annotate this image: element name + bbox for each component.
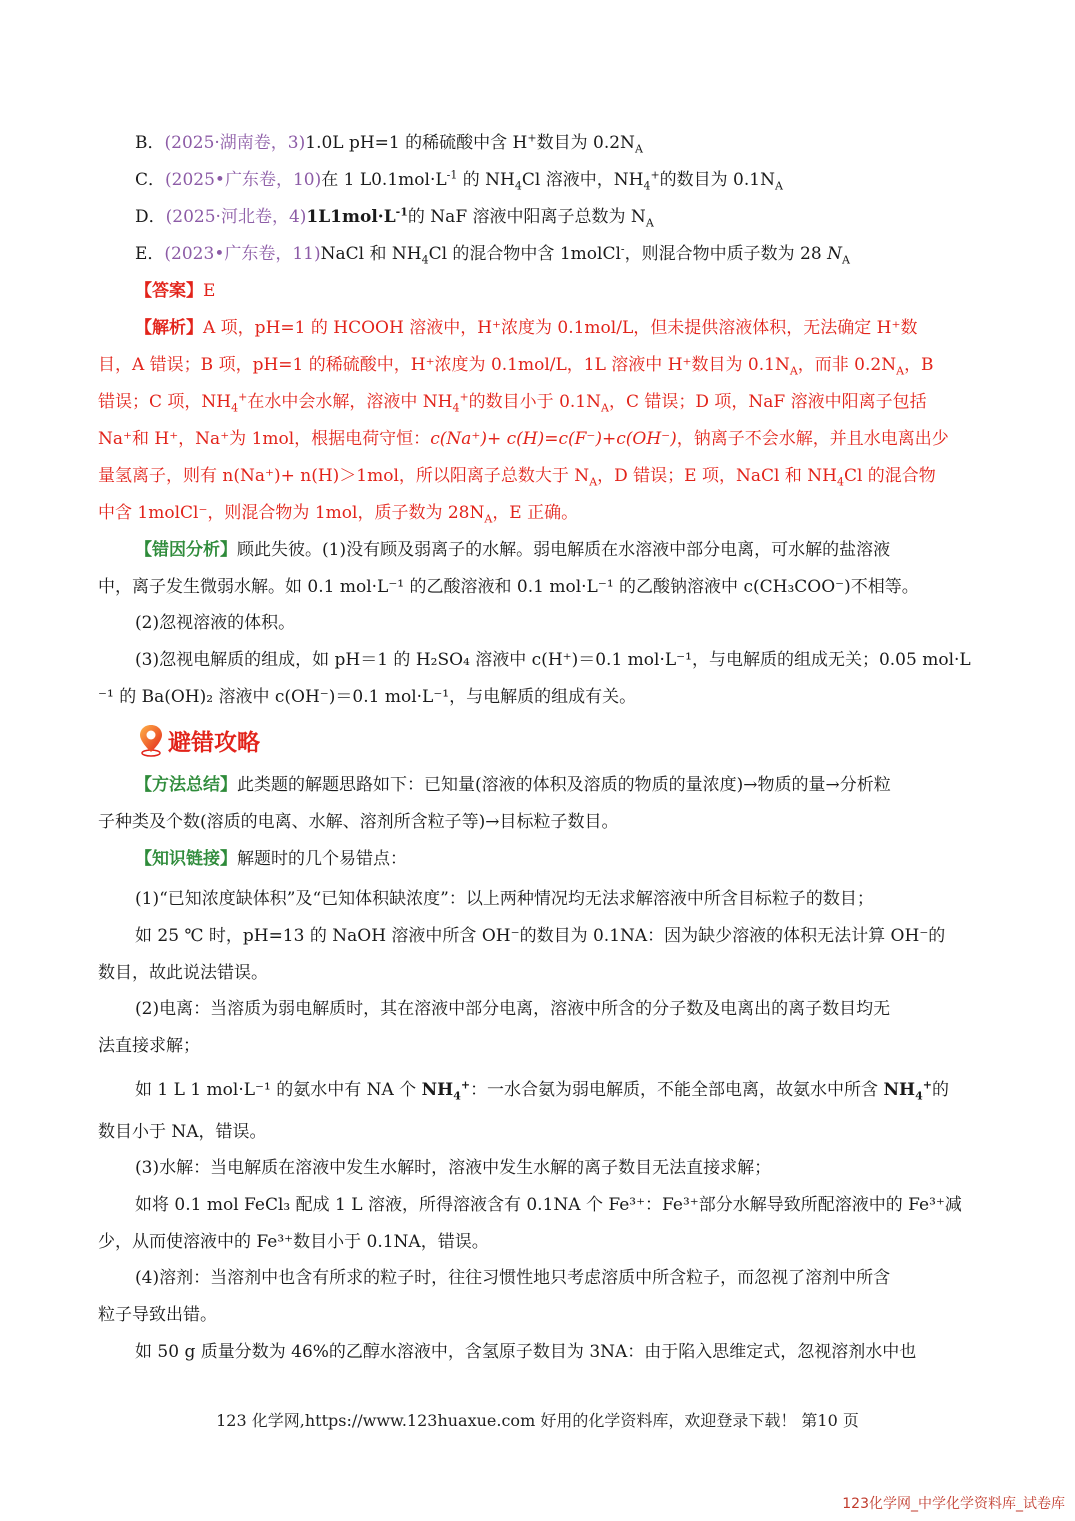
analysis-line-4 [98, 427, 998, 451]
knowledge-p3 [135, 1156, 1035, 1180]
analysis-text: Cl 的混合物 [843, 466, 936, 486]
answer-value: E [203, 281, 216, 301]
sup: + [922, 1078, 932, 1092]
analysis-text: A 项，pH=1 的 HCOOH 溶液中，H⁺浓度为 0.1mol/L，但未提供溶液体积，无法确定 H⁺数 [203, 318, 918, 338]
section-heading [138, 722, 260, 758]
footer-text: 123 化学网,https://www.123huaxue.com 好用的化学资料库，欢迎登录下载！ 第10 页 [216, 1411, 859, 1430]
watermark [842, 1493, 1065, 1513]
analysis-text: 在水中会水解，溶液中 NH [247, 392, 453, 412]
knowledge-p3-example-1 [135, 1193, 1035, 1217]
sub: A [774, 179, 783, 193]
knowledge-p4-line-1 [135, 1266, 1035, 1290]
body-text: 如将 0.1 mol FeCl₃ 配成 1 L 溶液，所得溶液含有 0.1NA 个 Fe³⁺：Fe³⁺部分水解导致所配溶液中的 Fe³⁺减 [135, 1195, 962, 1215]
sup: + [650, 168, 660, 182]
analysis-text: ，D 错误；E 项，NaCl 和 NH [597, 466, 837, 486]
body-text: 数目，故此说法错误。 [98, 963, 268, 983]
source-tag: (2025•广东卷，10) [165, 170, 322, 190]
knowledge-tag: 【知识链接】 [135, 849, 237, 869]
sub: A [484, 512, 493, 526]
body-text: 如 50 g 质量分数为 46%的乙醇水溶液中，含氢原子数目为 3NA：由于陷入思维定式，忽视溶剂水中也 [135, 1342, 917, 1362]
location-pin-icon [138, 723, 164, 757]
page-footer [0, 1408, 1075, 1431]
section-title: 避错攻略 [168, 729, 260, 756]
knowledge-intro [135, 847, 1035, 871]
sub: 4 [514, 179, 522, 193]
option-prefix: B． [135, 133, 165, 153]
option-prefix: D． [135, 207, 166, 227]
body-text: (4)溶剂：当溶剂中也含有所求的粒子时，往往习惯性地只考虑溶质中所含粒子，而忽视了溶剂中所含 [135, 1268, 891, 1288]
knowledge-p2-example-2 [98, 1120, 998, 1144]
option-b [135, 131, 1035, 155]
body-text: c(CH₃COO⁻)不相等。 [743, 577, 919, 597]
sup: -1 [395, 205, 408, 219]
body-text: 少，从而使溶液中的 Fe³⁺数目小于 0.1NA，错误。 [98, 1232, 489, 1252]
watermark-text: 123化学网_中学化学资料库_试卷库 [842, 1496, 1065, 1512]
body-text: 中，离子发生微弱水解。如 0.1 mol·L⁻¹ 的乙酸溶液和 0.1 mol·L⁻¹ 的乙酸钠溶液中 [98, 577, 744, 597]
option-text: 在 1 L0.1mol·L [321, 170, 447, 190]
option-c [135, 168, 1035, 192]
analysis-line-2 [98, 353, 998, 377]
source-tag: (2023•广东卷，11) [164, 244, 321, 264]
knowledge-p4-line-2 [98, 1303, 998, 1327]
sub: A [634, 142, 643, 156]
knowledge-p3-example-2 [98, 1230, 998, 1254]
body-text: ⁻¹ 的 Ba(OH)₂ 溶液中 c(OH⁻)＝0.1 mol·L⁻¹，与电解质的组成有关。 [98, 687, 637, 707]
body-text: (1)“已知浓度缺体积”及“已知体积缺浓度”：以上两种情况均无法求解溶液中所含目标粒子的数目； [135, 889, 874, 909]
option-text: NaCl 和 NH [320, 244, 422, 264]
analysis-line-1 [135, 316, 1035, 340]
analysis-text: 量氢离子，则有 n(Na⁺)+ n(H)＞1mol，所以阳离子总数大于 N [98, 466, 590, 486]
analysis-line-5 [98, 464, 998, 488]
error-cause-tag: 【错因分析】 [135, 540, 237, 560]
sub: A [789, 364, 798, 378]
body-text: 粒子导致出错。 [98, 1305, 217, 1325]
sub: A [601, 401, 609, 415]
analysis-text: ，C 错误；D 项，NaF 溶液中阳离子包括 [608, 392, 927, 412]
knowledge-p2-line-2 [98, 1034, 998, 1058]
knowledge-p2-example-1 [135, 1078, 1035, 1102]
body-text: (2)电离：当溶质为弱电解质时，其在溶液中部分电离，溶液中所含的分子数及电离出的离子数目均无 [135, 999, 891, 1019]
option-prefix: C． [135, 170, 166, 190]
option-text: 的数目为 0.1N [659, 170, 775, 190]
analysis-text: 错误；C 项，NH [98, 392, 232, 412]
analysis-line-6 [98, 501, 998, 525]
answer [135, 279, 1035, 303]
sub: 4 [421, 253, 429, 267]
error-cause-line-3 [135, 611, 1035, 635]
body-text: (3)忽视电解质的组成，如 pH＝1 的 H₂SO₄ 溶液中 c(H⁺)＝0.1 mol·L⁻¹，与电解质的组成无关；0.05 mol·L [135, 650, 971, 670]
body-text: 解题时的几个易错点： [237, 849, 407, 869]
option-text: 的 NH [457, 170, 515, 190]
analysis-text: 中含 1molCl⁻，则混合物为 1mol，质子数为 28N [98, 503, 485, 523]
body-text: 数目小于 NA，错误。 [98, 1122, 267, 1142]
analysis-text: ，钠离子不会水解，并且水电离出少 [676, 429, 949, 449]
sub: 4 [453, 1089, 461, 1103]
option-text: ，则混合物中质子数为 28 [624, 244, 828, 264]
source-tag: (2025·湖南卷，3) [164, 133, 306, 153]
sub: 4 [452, 401, 460, 415]
method-line-1 [135, 773, 1035, 797]
analysis-text: 目，A 错误；B 项，pH=1 的稀硫酸中，H⁺浓度为 0.1mol/L，1L 溶液中 H⁺数目为 0.1N [98, 355, 790, 375]
sub: 4 [643, 179, 651, 193]
error-cause-line-5 [98, 685, 998, 709]
knowledge-p1 [135, 887, 1035, 911]
sub: A [841, 253, 850, 267]
error-cause-line-1 [135, 538, 1035, 562]
analysis-text: Na⁺和 H⁺，Na⁺为 1mol，根据电荷守恒： [98, 429, 431, 449]
body-text: (2)忽视溶液的体积。 [135, 613, 296, 633]
sub: A [645, 216, 654, 230]
option-text: 数目为 0.2N [536, 133, 635, 153]
analysis-text: ，B [904, 355, 934, 375]
sup: + [460, 1078, 471, 1092]
ammonium-formula: NH [883, 1080, 916, 1100]
option-text: 的 NaF 溶液中阳离子总数为 N [407, 207, 646, 227]
option-prefix: E． [135, 244, 165, 264]
analysis-text: ，E 正确。 [492, 503, 579, 523]
sup: + [459, 390, 469, 404]
body-text: 的 [931, 1080, 949, 1100]
option-text: Cl 溶液中，NH [521, 170, 644, 190]
analysis-line-3 [98, 390, 998, 414]
body-text: 法直接求解； [98, 1036, 200, 1056]
method-line-2 [98, 810, 998, 834]
error-cause-line-4 [135, 648, 1035, 672]
source-tag: (2025·河北卷，4) [165, 207, 307, 227]
knowledge-p1-example-2 [98, 961, 998, 985]
sub: 4 [915, 1089, 923, 1103]
body-text: 子种类及个数(溶质的电离、水解、溶剂所含粒子等)→目标粒子数目。 [98, 812, 619, 832]
analysis-text: ，而非 0.2N [797, 355, 897, 375]
body-text: ：一水合氨为弱电解质，不能全部电离，故氨水中所含 [470, 1080, 884, 1100]
body-text: 如 1 L 1 mol·L⁻¹ 的氨水中有 NA 个 [135, 1080, 422, 1100]
italic-symbol: N [827, 244, 842, 264]
knowledge-p4-example-1 [135, 1340, 1035, 1364]
answer-tag: 【答案】 [135, 281, 203, 301]
option-text: 1L1mol·L [306, 207, 396, 227]
analysis-text: 的数目小于 0.1N [468, 392, 601, 412]
option-text: Cl 的混合物中含 1molCl [428, 244, 621, 264]
body-text: 此类题的解题思路如下：已知量(溶液的体积及溶质的物质的量浓度)→物质的量→分析粒 [237, 775, 891, 795]
sub: 4 [231, 401, 239, 415]
sub: A [589, 475, 598, 489]
sup: + [238, 390, 248, 404]
option-text: 1.0L pH=1 的稀硫酸中含 H [305, 133, 528, 153]
body-text: (3)水解：当电解质在溶液中发生水解时，溶液中发生水解的离子数目无法直接求解； [135, 1158, 772, 1178]
charge-equation: c(Na⁺)+ c(H)=c(F⁻)+c(OH⁻) [430, 429, 677, 449]
option-e: E．(2023•广东卷，11)NaCl 和 $NH_4Cl$ 的混合物中含 1molCl-，则混合物中质子数为 28 $N_A$ [135, 242, 850, 267]
body-text: 顾此失彼。(1)没有顾及弱离子的水解。弱电解质在水溶液中部分电离，可水解的盐溶液 [237, 540, 891, 560]
knowledge-p2-line-1 [135, 997, 1035, 1021]
analysis-tag: 【解析】 [135, 318, 203, 338]
sup: -1 [446, 168, 458, 182]
sup: + [527, 131, 537, 145]
option-d [135, 205, 1035, 229]
method-tag: 【方法总结】 [135, 775, 237, 795]
sub: A [896, 364, 905, 378]
body-text: 如 25 ℃ 时，pH=13 的 NaOH 溶液中所含 OH⁻的数目为 0.1NA：因为缺少溶液的体积无法计算 OH⁻的 [135, 926, 946, 946]
knowledge-p1-example-1 [135, 924, 1035, 948]
ammonium-formula: NH [421, 1080, 454, 1100]
error-cause-line-2 [98, 575, 998, 599]
sub: 4 [836, 475, 844, 489]
